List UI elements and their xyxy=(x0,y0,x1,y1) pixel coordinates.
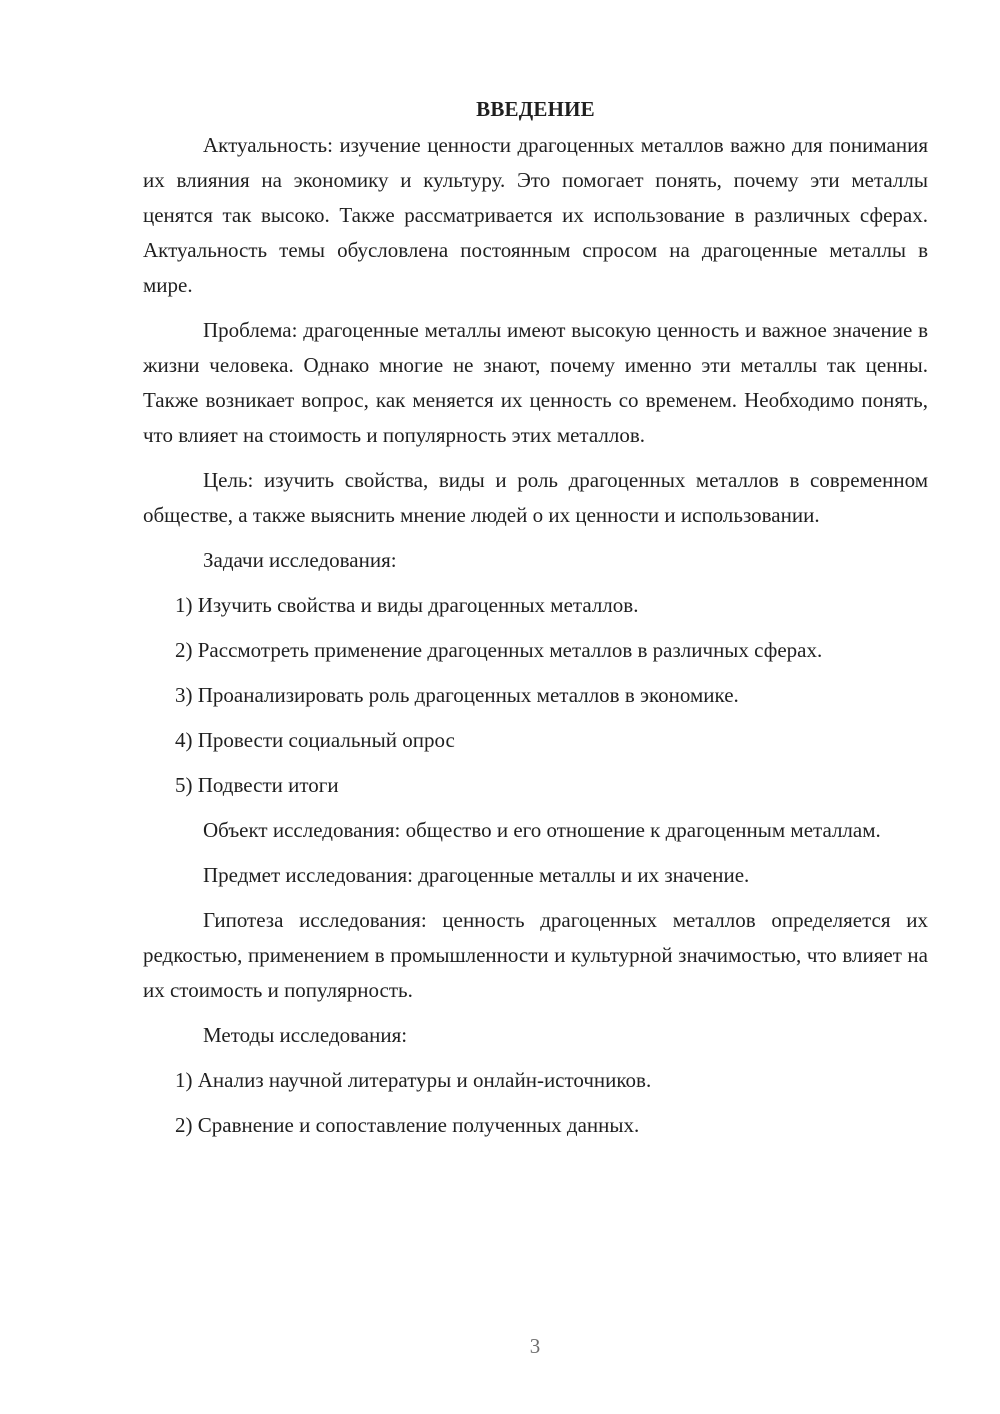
task-item: 3) Проанализировать роль драгоценных металлов в экономике. xyxy=(175,683,739,707)
goal-paragraph: Цель: изучить свойства, виды и роль драгоценных металлов в современном обществе, а также выяснить мнение людей о их ценности и использовании. xyxy=(143,468,928,527)
subject-paragraph: Предмет исследования: драгоценные металлы и их значение. xyxy=(203,863,750,887)
page-number: 3 xyxy=(529,1334,541,1358)
task-item: 5) Подвести итоги xyxy=(175,773,339,797)
section-title: ВВЕДЕНИЕ xyxy=(476,97,595,121)
relevance-paragraph: Актуальность: изучение ценности драгоценных металлов важно для понимания их влияния на экономику и культуру. Это помогает понять, почему эти металлы ценятся так высоко. Также рассматривается их использование в различных сферах. Актуальность темы обусловлена постоянным спросом на драгоценные металлы в мире. xyxy=(143,133,928,297)
method-item: 1) Анализ научной литературы и онлайн-источников. xyxy=(175,1068,652,1092)
hypothesis-paragraph: Гипотеза исследования: ценность драгоценных металлов определяется их редкостью, применением в промышленности и культурной значимостью, что влияет на их стоимость и популярность. xyxy=(143,908,928,1002)
tasks-heading: Задачи исследования: xyxy=(203,548,397,572)
task-item: 1) Изучить свойства и виды драгоценных металлов. xyxy=(175,593,639,617)
method-item: 2) Сравнение и сопоставление полученных данных. xyxy=(175,1113,640,1137)
object-paragraph: Объект исследования: общество и его отношение к драгоценным металлам. xyxy=(203,818,881,842)
problem-paragraph: Проблема: драгоценные металлы имеют высокую ценность и важное значение в жизни человека. Однако многие не знают, почему именно эти металлы так ценны. Также возникает вопрос, как меняется их ценность со временем. Необходимо понять, что влияет на стоимость и популярность этих металлов. xyxy=(143,318,928,447)
task-item: 2) Рассмотреть применение драгоценных металлов в различных сферах. xyxy=(175,638,823,662)
task-item: 4) Провести социальный опрос xyxy=(175,728,455,752)
methods-heading: Методы исследования: xyxy=(203,1023,408,1047)
document-body xyxy=(143,92,928,1153)
